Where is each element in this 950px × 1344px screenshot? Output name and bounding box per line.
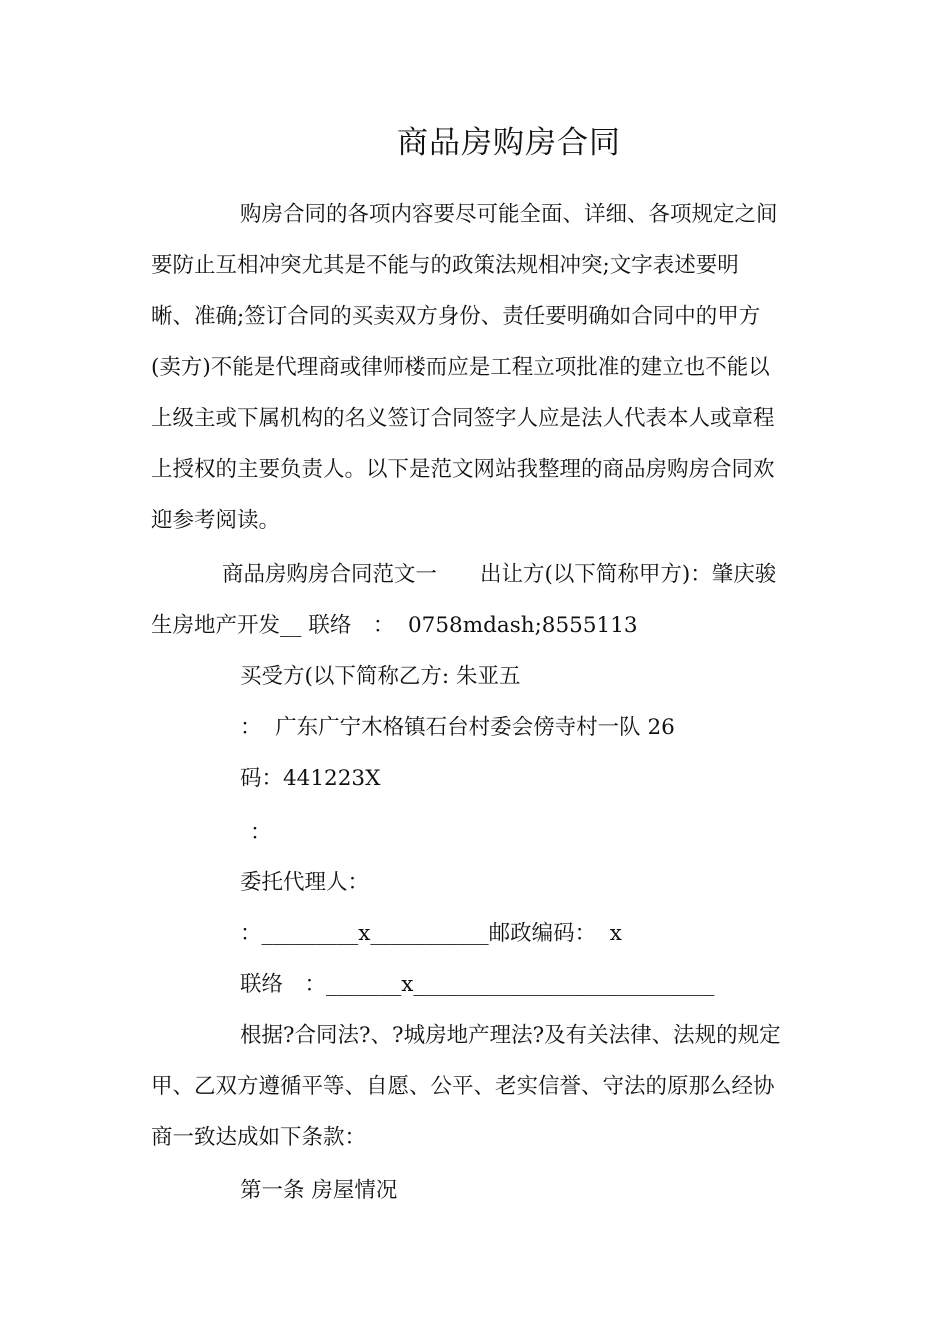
intro-line: 上级主或下属机构的名义签订合同签字人应是法人代表本人或章程 [151, 406, 775, 431]
intro-line: 购房合同的各项内容要尽可能全面、详细、各项规定之间 [240, 202, 778, 227]
buyer-address: ： 广东广宁木格镇石台村委会傍寺村一队 26 [240, 715, 675, 740]
agent-contact: 联络 ：_______x____________________________ [240, 972, 715, 997]
intro-line: 要防止互相冲突尤其是不能与的政策法规相冲突;文字表述要明 [151, 253, 739, 278]
basis-line: 根据?合同法?、?城房地产理法?及有关法律、法规的规定 [240, 1023, 781, 1048]
intro-line: 上授权的主要负责人。以下是范文网站我整理的商品房购房合同欢 [151, 457, 775, 482]
basis-line: 商一致达成如下条款： [151, 1125, 367, 1150]
article-heading: 第一条 房屋情况 [240, 1178, 398, 1203]
seller-contact: 生房地产开发__ 联络 ： 0758mdash;8555113 [151, 613, 638, 638]
sample-heading: 商品房购房合同范文一 出让方(以下简称甲方)：肇庆骏 [222, 562, 777, 587]
intro-line: 晰、准确;签订合同的买卖双方身份、责任要明确如合同中的甲方 [151, 304, 761, 329]
buyer-code: 码：441223X [240, 766, 381, 791]
buyer-line: 买受方(以下简称乙方: 朱亚五 [240, 664, 521, 689]
agent-line: 委托代理人： [240, 870, 370, 895]
basis-line: 甲、乙双方遵循平等、自愿、公平、老实信誉、守法的原那么经协 [151, 1074, 775, 1099]
intro-line: (卖方)不能是代理商或律师楼而应是工程立项批准的建立也不能以 [151, 355, 770, 380]
document-title: 商品房购房合同 [397, 125, 621, 161]
intro-line: 迎参考阅读。 [151, 508, 281, 533]
buyer-blank-field: ： [250, 820, 272, 845]
agent-address: ：_________x___________邮政编码： x [240, 921, 622, 946]
